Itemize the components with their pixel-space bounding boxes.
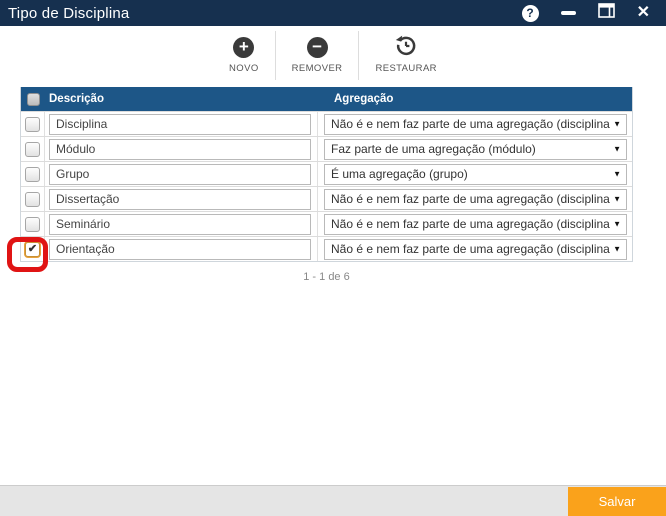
table-row [21,111,632,136]
close-icon: ✕ [636,4,650,21]
agregacao-select-value: Não é e nem faz parte de uma agregação (disciplina [331,242,610,256]
chevron-down-icon: ▼ [613,169,621,179]
remover-button-label: REMOVER [291,63,343,74]
table-header [21,87,632,111]
agregacao-select[interactable] [324,139,627,160]
footer-bar [0,485,666,516]
novo-button[interactable] [213,31,275,80]
descricao-input[interactable]: Seminário [49,214,311,235]
table-body [21,111,632,261]
agregacao-select[interactable] [324,214,627,235]
agregacao-select-value: É uma agregação (grupo) [331,167,468,181]
row-checkbox[interactable]: ✔ [25,242,40,257]
minimize-icon [561,11,576,15]
chevron-down-icon: ▼ [613,244,621,254]
table-row [21,161,632,186]
table-row [21,211,632,236]
agregacao-select[interactable] [324,239,627,260]
chevron-down-icon: ▼ [613,144,621,154]
minus-circle-icon: − [307,37,328,58]
table-row [21,186,632,211]
maximize-button[interactable] [598,3,615,23]
agregacao-select[interactable] [324,189,627,210]
select-all-checkbox[interactable] [27,93,40,106]
restaurar-button-label: RESTAURAR [375,63,437,74]
titlebar [0,0,666,26]
descricao-input[interactable]: Orientação [49,239,311,260]
restore-icon [394,33,418,62]
toolbar [0,31,666,80]
chevron-down-icon: ▼ [613,194,621,204]
column-header-descricao: Descrição [49,93,104,105]
row-checkbox[interactable] [25,117,40,132]
save-button[interactable]: Salvar [568,487,666,516]
row-checkbox[interactable] [25,217,40,232]
descricao-input[interactable]: Grupo [49,164,311,185]
row-checkbox[interactable] [25,192,40,207]
agregacao-select[interactable] [324,164,627,185]
page-title: Tipo de Disciplina [8,4,130,22]
novo-button-label: NOVO [229,63,259,74]
maximize-icon [598,3,615,23]
descricao-input[interactable]: Disciplina [49,114,311,135]
row-checkbox[interactable] [25,167,40,182]
descricao-input[interactable]: Módulo [49,139,311,160]
agregacao-select-value: Não é e nem faz parte de uma agregação (disciplina [331,192,610,206]
agregacao-select-value: Não é e nem faz parte de uma agregação (disciplina [331,117,610,131]
window-controls [522,3,666,23]
tipo-disciplina-table [20,87,633,262]
table-row [21,136,632,161]
table-row [21,236,632,261]
chevron-down-icon: ▼ [613,119,621,129]
remover-button[interactable] [275,31,359,80]
close-button[interactable] [637,5,650,21]
column-header-agregacao: Agregação [334,93,394,105]
row-checkbox[interactable] [25,142,40,157]
help-button[interactable] [522,5,539,22]
agregacao-select-value: Não é e nem faz parte de uma agregação (disciplina [331,217,610,231]
agregacao-select-value: Faz parte de uma agregação (módulo) [331,142,536,156]
restaurar-button[interactable] [358,31,453,80]
help-icon: ? [522,5,539,22]
agregacao-select[interactable] [324,114,627,135]
descricao-input[interactable]: Dissertação [49,189,311,210]
plus-circle-icon: + [233,37,254,58]
chevron-down-icon: ▼ [613,219,621,229]
pagination-label: 1 - 1 de 6 [303,271,350,283]
minimize-button[interactable] [561,11,576,15]
